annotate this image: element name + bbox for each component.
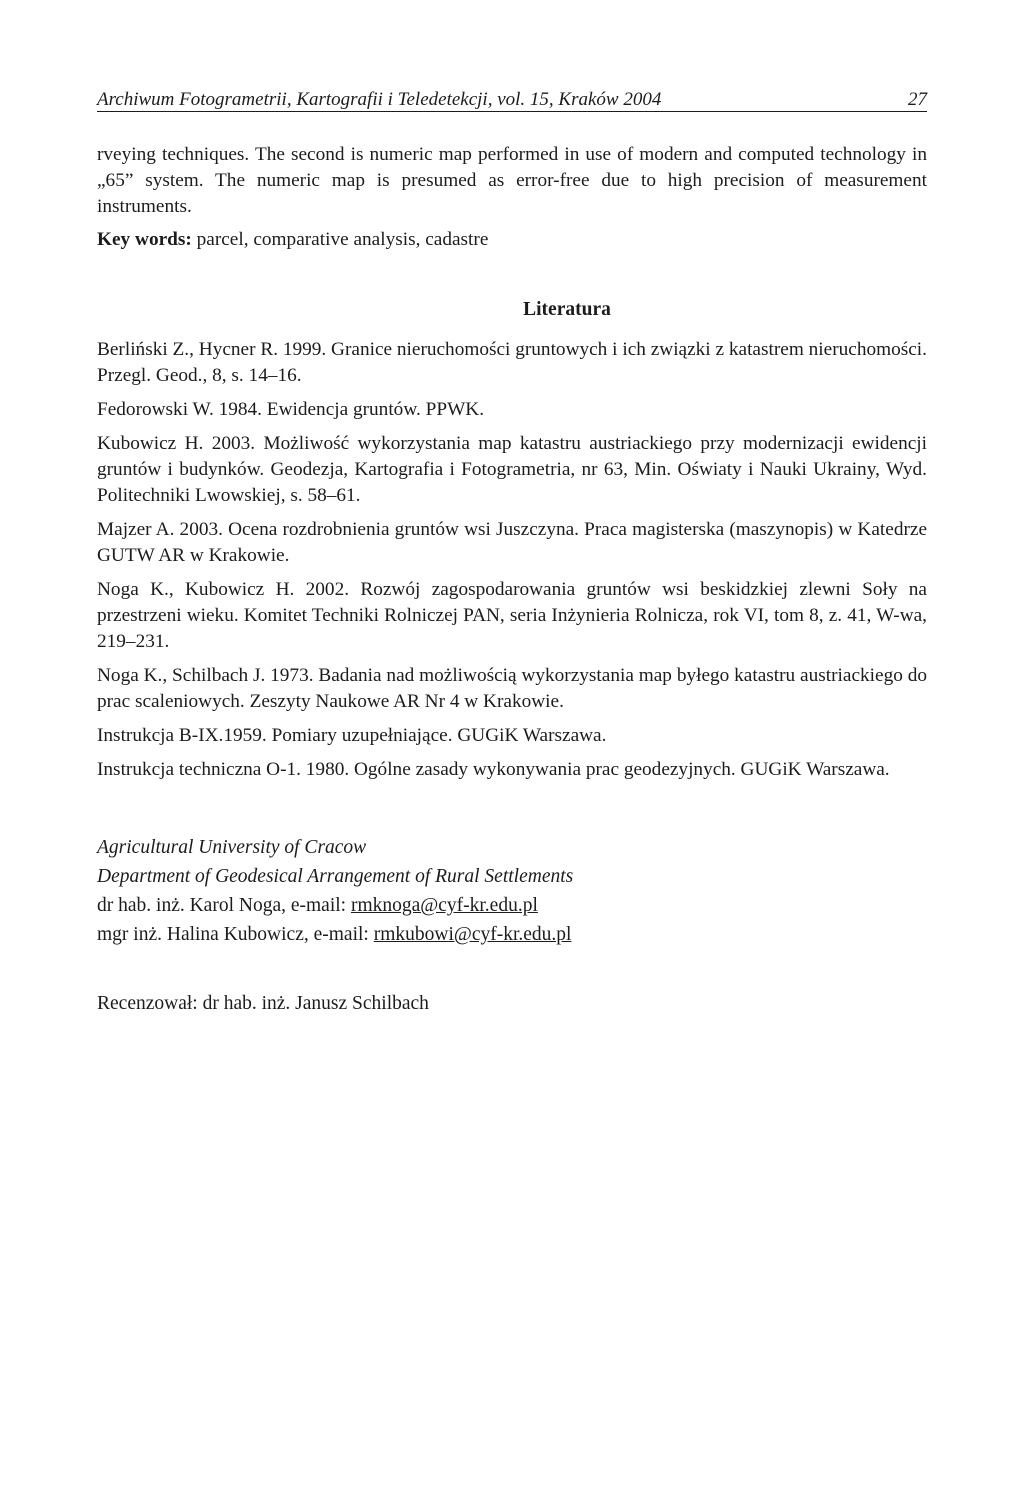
reference-item: Fedorowski W. 1984. Ewidencja gruntów. PPWK. <box>97 399 485 420</box>
page <box>97 88 927 1017</box>
keywords-value: parcel, comparative analysis, cadastre <box>196 229 489 250</box>
journal-title: Archiwum Fotogrametrii, Kartografii i Teledetekcji, vol. 15, Kraków 2004 <box>97 89 662 110</box>
reference-item: Instrukcja techniczna O-1. 1980. Ogólne zasady wykonywania prac geodezyjnych. GUGiK Warszawa. <box>97 759 890 780</box>
running-head <box>97 88 927 112</box>
university-name: Agricultural University of Cracow <box>97 837 367 858</box>
reference-item: Noga K., Schilbach J. 1973. Badania nad możliwością wykorzystania map byłego katastru austriackiego do prac scaleniowych. Zeszyty Naukowe AR Nr 4 w Krakowie. <box>97 665 927 712</box>
abstract-text: rveying techniques. The second is numeric map performed in use of modern and computed technology in „65” system. The numeric map is presumed as error-free due to high precision of measurement instruments. <box>97 144 927 217</box>
author-1-name: dr hab. inż. Karol Noga, e-mail: <box>97 895 347 916</box>
reference-item: Berliński Z., Hycner R. 1999. Granice nieruchomości gruntowych i ich związki z katastrem nieruchomości. Przegl. Geod., 8, s. 14–16. <box>97 339 927 386</box>
author-2 <box>97 920 927 949</box>
reference-item: Majzer A. 2003. Ocena rozdrobnienia gruntów wsi Juszczyna. Praca magisterska (maszynopis) w Katedrze GUTW AR w Krakowie. <box>97 519 927 566</box>
affiliation <box>97 833 927 949</box>
reference-item: Noga K., Kubowicz H. 2002. Rozwój zagospodarowania gruntów wsi beskidzkiej zlewni Soły na przestrzeni wieku. Komitet Techniki Rolniczej PAN, seria Inżynieria Rolnicza, rok VI, tom 8, z. 41, W-wa, 219–231. <box>97 579 927 652</box>
author-2-name: mgr inż. Halina Kubowicz, e-mail: <box>97 924 369 945</box>
page-number: 27 <box>908 89 927 110</box>
reviewer-note: Recenzował: dr hab. inż. Janusz Schilbach <box>97 993 429 1014</box>
keywords-label: Key words: <box>97 229 192 250</box>
reference-list <box>97 337 927 783</box>
abstract <box>97 142 927 220</box>
author-1 <box>97 891 927 920</box>
reference-item: Kubowicz H. 2003. Możliwość wykorzystania map katastru austriackiego przy modernizacji ewidencji gruntów i budynków. Geodezja, Kartografia i Fotogrametria, nr 63, Min. Oświaty i Nauki Ukrainy, Wyd. Politechniki Lwowskiej, s. 58–61. <box>97 433 927 506</box>
reference-item: Instrukcja B-IX.1959. Pomiary uzupełniające. GUGiK Warszawa. <box>97 725 607 746</box>
author-1-email-link[interactable]: rmknoga@cyf-kr.edu.pl <box>350 895 538 916</box>
department-name: Department of Geodesical Arrangement of Rural Settlements <box>97 866 574 887</box>
author-2-email-link[interactable]: rmkubowi@cyf-kr.edu.pl <box>373 924 572 945</box>
keywords <box>97 227 927 253</box>
literature-heading: Literatura <box>523 299 611 320</box>
